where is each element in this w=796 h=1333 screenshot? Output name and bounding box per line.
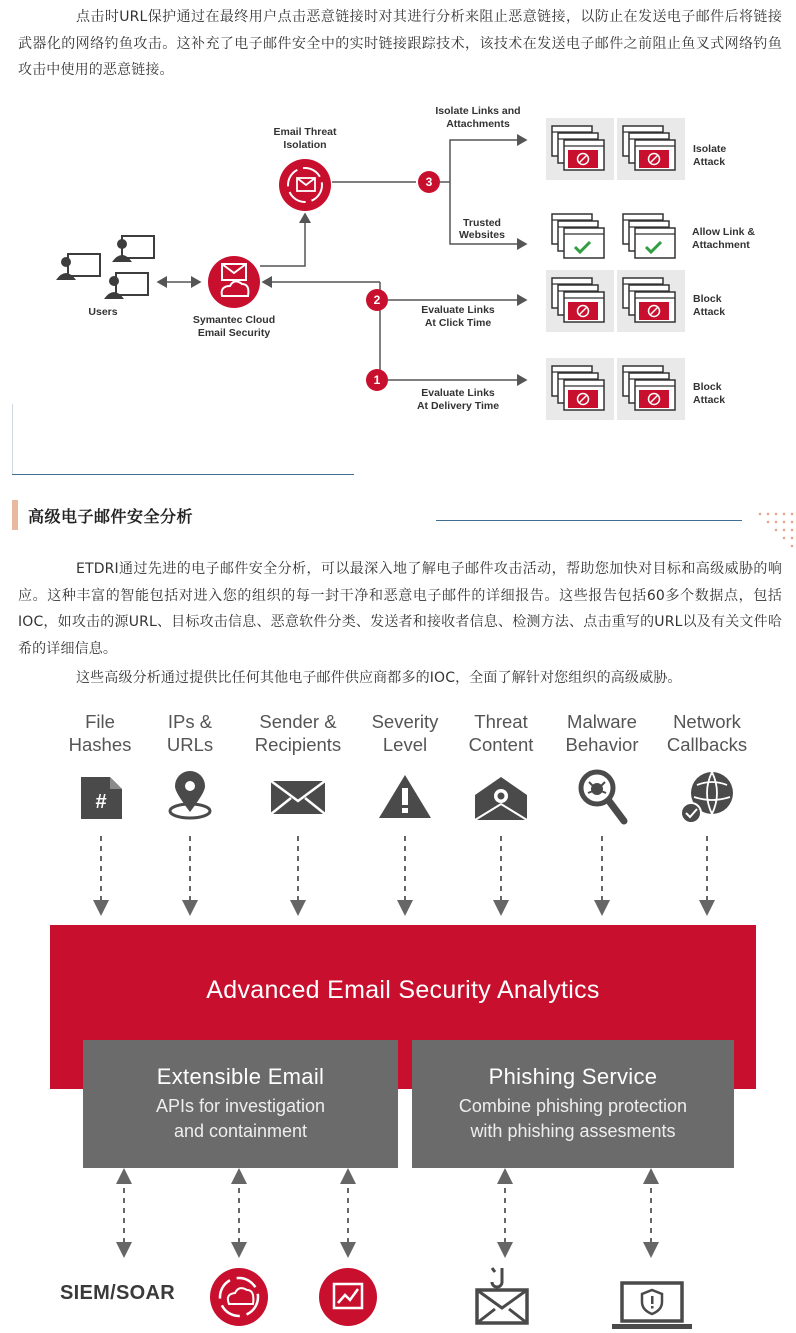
- click-time-label-1: Evaluate Links: [421, 304, 495, 316]
- cloud-label-1: Symantec Cloud: [192, 314, 276, 326]
- siem-soar-label: SIEM/SOAR: [60, 1282, 175, 1304]
- extensible-email-title: Extensible Email: [156, 1064, 325, 1089]
- right-horizontal-rule: [436, 520, 742, 521]
- analytics-diagram: [0, 700, 796, 1333]
- cloud-security-icon: [210, 1268, 268, 1326]
- phishing-service-box: [412, 1040, 734, 1168]
- phishing-hook-icon: [477, 1268, 527, 1323]
- eti-label-2: Isolation: [283, 139, 327, 151]
- step-2-label: 2: [373, 293, 381, 307]
- isolate-attack-label-2: Attack: [693, 156, 726, 168]
- window-stack-3-1: [617, 358, 685, 420]
- eti-label-1: Email Threat: [273, 126, 337, 138]
- block-2-label-1: Block: [693, 381, 722, 393]
- left-vertical-rule: [12, 404, 13, 474]
- window-stack-0-1: [617, 118, 685, 180]
- window-stack-2-1: [617, 270, 685, 332]
- section-accent-bar: [12, 500, 18, 530]
- threat-envelope-icon: [475, 777, 527, 820]
- category-severity-level: Severity Level: [371, 711, 439, 755]
- location-pin-icon: [170, 771, 210, 818]
- window-stack-0-0: [546, 118, 614, 180]
- category-network-callbacks: Network Callbacks: [666, 711, 748, 755]
- isolate-links-label-2: Attachments: [446, 118, 510, 130]
- analytics-paragraph: ETDRI通过先进的电子邮件安全分析，可以最深入地了解电子邮件攻击活动，帮助您加快对目标和高级威胁的响应。这种丰富的智能包括对进入您的组织的每一封干净和恶意电子邮件的详细报告。这些报告包括60多个数据点，包括IOC，如攻击的源URL、目标攻击信息、恶意软件分类、发送者和接收者信息、检测方法、点击重写的URL以及有关文件哈希的详细信息。: [18, 561, 782, 657]
- window-stack-1-0: [552, 214, 604, 258]
- category-sender-recipients: Sender & Recipients: [254, 711, 342, 755]
- category-threat-content: Threat Content: [468, 711, 534, 755]
- step-1-label: 1: [373, 373, 381, 387]
- allow-label-1: Allow Link &: [692, 226, 755, 238]
- click-time-label-2: At Click Time: [424, 317, 492, 329]
- svg-text:#: #: [95, 791, 107, 813]
- section-heading: [12, 500, 193, 530]
- block-1-label-2: Attack: [693, 306, 726, 318]
- analytics-dashboard-icon: [319, 1268, 377, 1326]
- extensible-email-line-1: APIs for investigation: [155, 1096, 326, 1116]
- file-hash-icon: [81, 777, 122, 819]
- decorative-dots-icon: [756, 510, 796, 550]
- category-malware-behavior: Malware Behavior: [565, 711, 639, 755]
- cloud-label-2: Email Security: [197, 327, 271, 339]
- envelope-icon: [271, 781, 325, 814]
- delivery-time-label-2: At Delivery Time: [416, 400, 500, 412]
- delivery-time-label-1: Evaluate Links: [421, 387, 495, 399]
- extensible-email-line-2: and containment: [173, 1121, 308, 1141]
- category-file-hashes: File Hashes: [68, 711, 132, 755]
- result-window-stacks: [546, 118, 685, 420]
- laptop-shield-icon: [612, 1283, 692, 1329]
- window-stack-3-0: [546, 358, 614, 420]
- window-stack-2-0: [546, 270, 614, 332]
- intro-paragraph: 点击时URL保护通过在最终用户点击恶意链接时对其进行分析来阻止恶意链接，以防止在发送电子邮件后将链接武器化的网络钓鱼攻击。这补充了电子邮件安全中的实时链接跟踪技术，该技术在发送电子邮件之前阻止鱼叉式网络钓鱼攻击中使用的恶意链接。: [18, 9, 782, 78]
- allow-label-2: Attachment: [692, 239, 750, 251]
- block-2-label-2: Attack: [693, 394, 726, 406]
- url-protection-diagram: [0, 96, 796, 426]
- section-title: 高级电子邮件安全分析: [28, 506, 194, 526]
- extensible-email-box: [83, 1040, 398, 1168]
- email-threat-isolation-icon: [279, 159, 331, 211]
- phishing-service-line-2: with phishing assesments: [470, 1121, 676, 1141]
- ioc-paragraph: 这些高级分析通过提供比任何其他电子邮件供应商都多的IOC，全面了解针对您组织的高级威胁。: [76, 670, 682, 686]
- block-1-label-1: Block: [693, 293, 722, 305]
- analytics-band-title: Advanced Email Security Analytics: [206, 976, 600, 1004]
- isolate-links-label-1: Isolate Links and: [435, 105, 521, 117]
- users-label: Users: [88, 306, 118, 318]
- warning-icon: [379, 775, 431, 818]
- left-horizontal-rule: [12, 474, 354, 475]
- globe-check-icon: [681, 772, 733, 823]
- window-stack-1-1: [623, 214, 675, 258]
- phishing-service-line-1: Combine phishing protection: [458, 1096, 688, 1116]
- phishing-service-title: Phishing Service: [488, 1064, 658, 1089]
- users-icon: [56, 236, 154, 299]
- isolate-attack-label-1: Isolate: [693, 143, 727, 155]
- category-ips-urls: IPs & URLs: [166, 711, 214, 755]
- trusted-label-1: Trusted: [463, 217, 501, 229]
- trusted-label-2: Websites: [459, 229, 505, 241]
- cloud-email-icon: [208, 256, 260, 308]
- step-3-label: 3: [425, 175, 433, 189]
- magnifier-bug-icon: [581, 772, 624, 821]
